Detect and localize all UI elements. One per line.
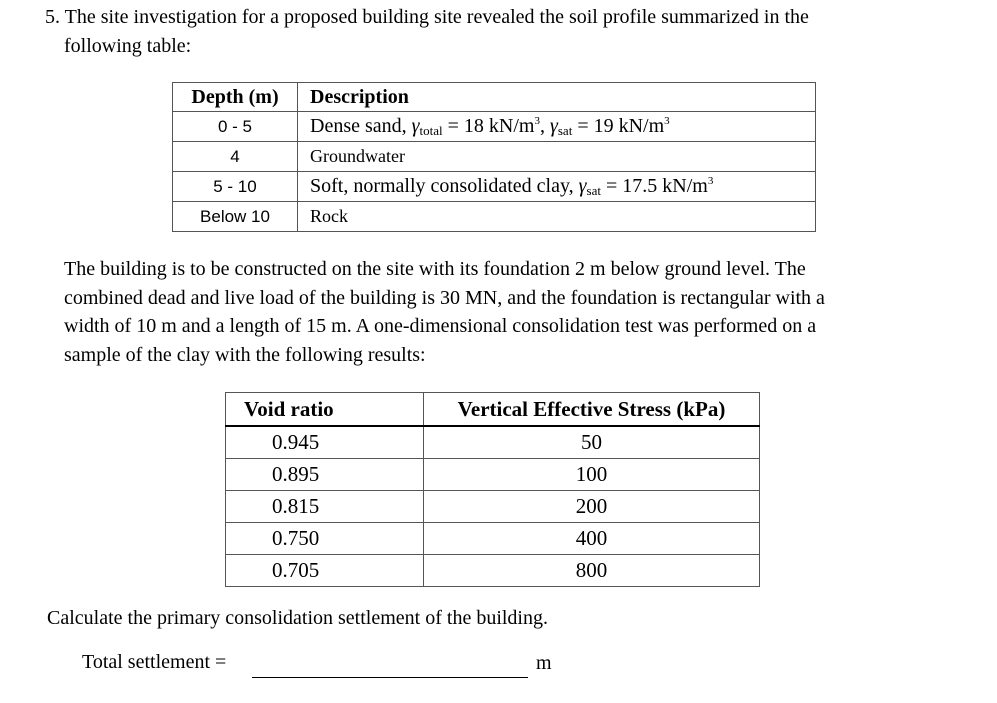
- depth-cell: 5 - 10: [173, 172, 298, 202]
- void-ratio-cell: 0.815: [226, 491, 424, 523]
- exponent: 3: [707, 174, 714, 187]
- calculation-prompt: Calculate the primary consolidation settlement of the building.: [47, 607, 548, 629]
- void-ratio-cell: 0.705: [226, 555, 424, 587]
- gamma-symbol: γ: [411, 114, 420, 137]
- soil-table-row: [173, 202, 816, 232]
- gamma-subscript: total: [419, 122, 443, 138]
- paragraph-line: combined dead and live load of the building is 30 MN, and the foundation is rectangular with a: [64, 286, 825, 309]
- question-text-line-1: 5. The site investigation for a proposed building site revealed the soil profile summarized in the: [45, 6, 809, 28]
- paragraph-line: width of 10 m and a length of 15 m. A one-dimensional consolidation test was performed on a: [64, 315, 817, 337]
- separator: ,: [539, 114, 550, 137]
- total-settlement-input[interactable]: [252, 658, 528, 678]
- paragraph-line: The building is to be constructed on the site with its foundation 2 m below ground level. The: [64, 258, 806, 280]
- answer-unit: m: [536, 652, 552, 674]
- description-text: Dense sand,: [310, 114, 412, 137]
- depth-cell: 0 - 5: [173, 112, 298, 142]
- stress-cell: 100: [424, 459, 760, 491]
- stress-cell: 200: [424, 491, 760, 523]
- void-table-row: [226, 555, 760, 587]
- soil-table-header-row: [173, 83, 816, 112]
- unit-weight-value: = 17.5 kN/m: [601, 174, 708, 197]
- gamma-symbol: γ: [549, 114, 558, 137]
- soil-profile-table: [172, 82, 816, 232]
- exponent: 3: [664, 114, 670, 127]
- header-description: Description: [298, 83, 816, 112]
- question-text-line-2: following table:: [64, 35, 192, 57]
- soil-table-row: [173, 112, 816, 142]
- void-table-header-row: [226, 393, 760, 427]
- description-text: Soft, normally consolidated clay,: [310, 174, 579, 197]
- stress-cell: 50: [424, 426, 760, 459]
- header-effective-stress: Vertical Effective Stress (kPa): [424, 393, 760, 427]
- void-ratio-cell: 0.945: [226, 426, 424, 459]
- stress-cell: 800: [424, 555, 760, 587]
- exponent: 3: [534, 114, 540, 127]
- paragraph-line: sample of the clay with the following results:: [64, 343, 426, 366]
- gamma-subscript: sat: [557, 122, 573, 138]
- description-cell: Rock: [298, 202, 816, 232]
- soil-table-row: [173, 172, 816, 202]
- header-void-ratio: Void ratio: [226, 393, 424, 427]
- void-ratio-cell: 0.750: [226, 523, 424, 555]
- void-table-row: [226, 523, 760, 555]
- gamma-subscript: sat: [586, 182, 601, 198]
- consolidation-test-table: [225, 392, 760, 587]
- unit-weight-value: = 19 kN/m: [572, 114, 665, 137]
- depth-cell: Below 10: [173, 202, 298, 232]
- stress-cell: 400: [424, 523, 760, 555]
- description-cell: [298, 172, 816, 202]
- depth-cell: 4: [173, 142, 298, 172]
- description-cell: Groundwater: [298, 142, 816, 172]
- description-cell: [298, 112, 816, 142]
- void-table-row: [226, 491, 760, 523]
- unit-weight-value: = 18 kN/m: [442, 114, 535, 137]
- void-table-row: [226, 426, 760, 459]
- gamma-symbol: γ: [578, 174, 587, 197]
- void-table-row: [226, 459, 760, 491]
- answer-label: Total settlement =: [82, 651, 227, 673]
- soil-table-row: [173, 142, 816, 172]
- void-ratio-cell: 0.895: [226, 459, 424, 491]
- header-depth: Depth (m): [173, 83, 298, 112]
